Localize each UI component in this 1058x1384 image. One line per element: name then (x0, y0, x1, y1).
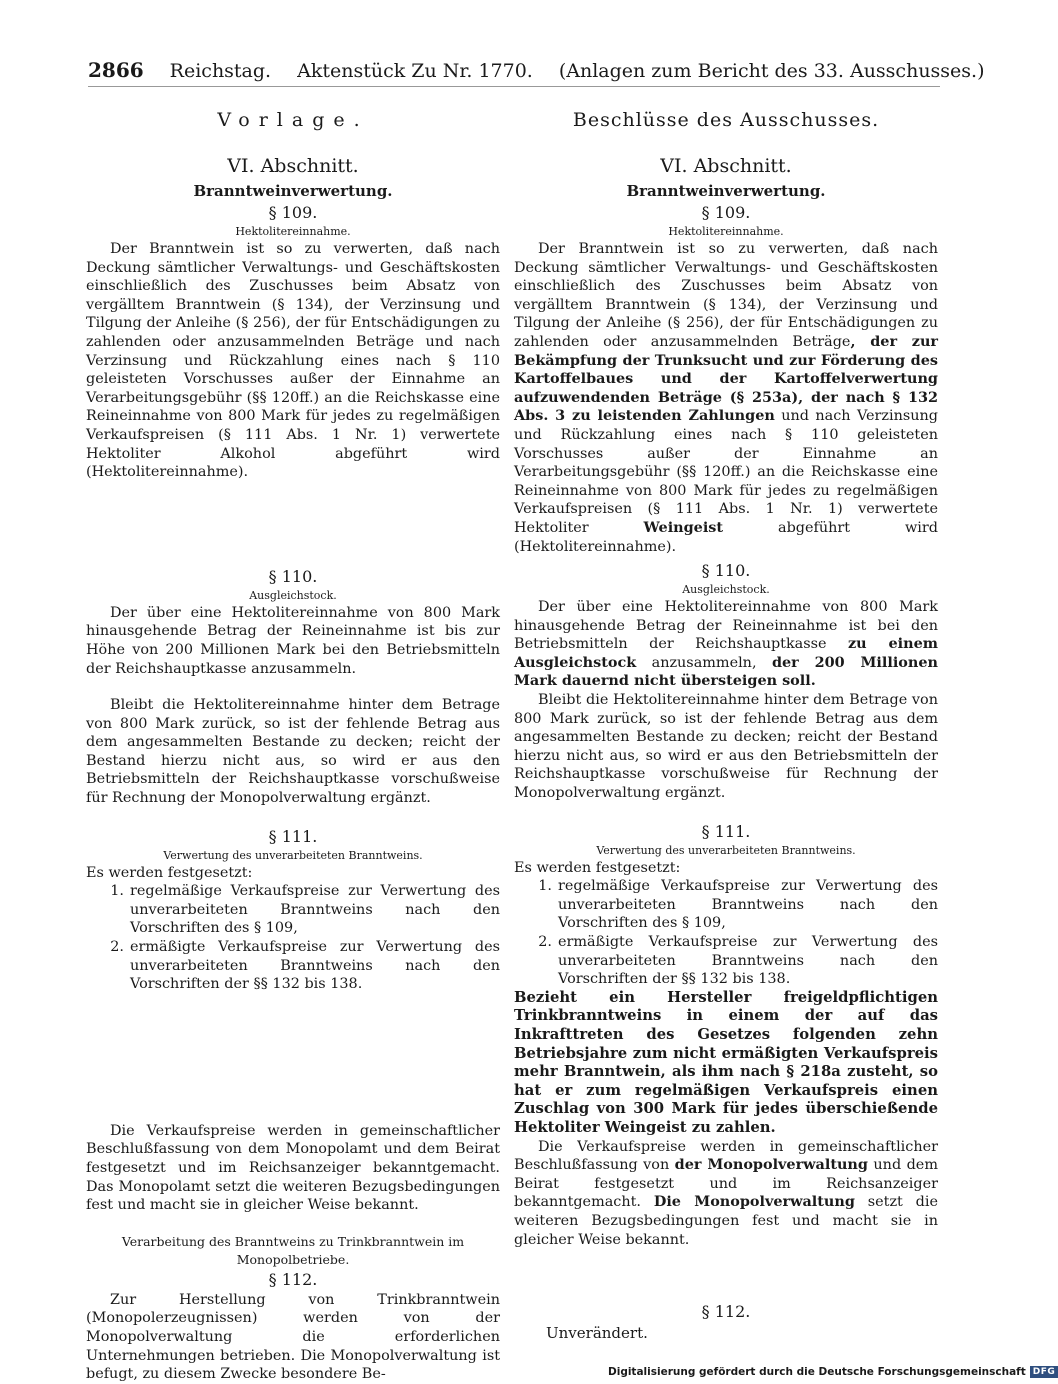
amended-text: der Monopolverwaltung (674, 1156, 868, 1174)
dfg-logo: DFG (1030, 1366, 1058, 1378)
left-column (86, 104, 500, 1384)
list-item: 1. regelmäßige Verkaufspreise zur Verwertung des unverarbeiteten Branntweins nach den Vorschriften des § 109, (110, 883, 500, 937)
amended-text: der 200 Millionen Mark dauernd nicht übersteigen soll. (514, 653, 938, 690)
paragraph-caption-110: Ausgleichstock. (249, 588, 337, 602)
paragraph-111-intro: Es werden festgesetzt: (514, 859, 681, 876)
digitization-credit-text: Digitalisierung gefördert durch die Deutsche Forschungsgemeinschaft (608, 1366, 1026, 1378)
paragraph-caption-111: Verwertung des unverarbeiteten Branntweins. (596, 843, 856, 857)
paragraph-text-109: Der Branntwein ist so zu verwerten, daß nach Deckung sämtlicher Verwaltungs- und Geschäftskosten einschließlich des Zuschusses beim Absatz von vergälltem Branntwein (§ 134), der Verzinsung und Tilgung der Anleihe (§ 256), der für Entschädigungen zu zahlenden oder anzusammelnden Beträge und nach Verzinsung und Rückzahlung eines nach § 110 geleisteten Vorschusses außer der Einnahme an Verarbeitungsgebühr (§§ 120ff.) an die Reichskasse eine Reineinnahme von 800 Mark für jedes zu regelmäßigen Verkaufspreisen (§ 111 Abs. 1 Nr. 1) verwertete Hektoliter Alkohol abgeführt wird (Hektolitereinnahme). (86, 241, 500, 481)
paragraph-caption-109: Hektolitereinnahme. (668, 225, 784, 238)
section-subheading: Branntweinverwertung. (626, 182, 826, 200)
digitization-credit (608, 1366, 1058, 1378)
paragraph-111-list (514, 877, 938, 989)
right-column (514, 104, 938, 1343)
amended-text: , der zur Bekämpfung der Trunksucht und zur Förderung des Kartoffelbaues und der Kartoffelverwertung aufzuwendenden Beträge (§ 253a), der nach § 132 Abs. 3 zu leistenden Zahlungen (514, 332, 938, 425)
paragraph-text-110-a: Der über eine Hektolitereinnahme von 800 Mark hinausgehende Betrag der Reineinnahme ist bei den Betriebsmitteln der Reichshauptkasse zu einem Ausgleichstock anzusammeln, der 200 Millionen Mark dauernd nicht übersteigen soll. (514, 599, 938, 690)
list-item: 2. ermäßigte Verkaufspreise zur Verwertung des unverarbeiteten Branntweins nach den Vorschriften der §§ 132 bis 138. (538, 934, 938, 988)
paragraph-111-list (86, 882, 500, 994)
paragraph-text-112: Unverändert. (546, 1324, 648, 1343)
right-column-title: Beschlüsse des Ausschusses. (572, 109, 880, 131)
paragraph-text-110-a: Der über eine Hektolitereinnahme von 800 Mark hinausgehende Betrag der Reineinnahme ist bis zur Höhe von 200 Millionen Mark bei den Betriebsmitteln der Reichshauptkasse anzusammeln. (86, 604, 500, 677)
paragraph-number-109: § 109. (268, 203, 318, 222)
page-number: 2866 (88, 58, 144, 82)
header-subtitle: (Anlagen zum Bericht des 33. Ausschusses.) (558, 60, 985, 82)
amended-text: Die Monopolverwaltung (653, 1193, 855, 1211)
section-heading: VI. Abschnitt. (227, 155, 359, 177)
list-item: 1. regelmäßige Verkaufspreise zur Verwertung des unverarbeiteten Branntweins nach den Vorschriften des § 109, (538, 878, 938, 932)
paragraph-text-109: Der Branntwein ist so zu verwerten, daß nach Deckung sämtlicher Verwaltungs- und Geschäftskosten einschließlich des Zuschusses beim Absatz von vergälltem Branntwein (§ 134), der Verzinsung und Tilgung der Anleihe (§ 256), der für Entschädigungen zu zahlenden oder anzusammelnden Beträge, der zur Bekämpfung der Trunksucht und zur Förderung des Kartoffelbaues und der Kartoffelverwertung aufzuwendenden Beträge (§ 253a), der nach § 132 Abs. 3 zu leistenden Zahlungen und nach Verzinsung und Rückzahlung eines nach § 110 geleisteten Vorschusses außer der Einnahme an Verarbeitungsgebühr (§§ 120ff.) an die Reichskasse eine Reineinnahme von 800 Mark für jedes zu regelmäßigen Verkaufspreisen (§ 111 Abs. 1 Nr. 1) verwertete Hektoliter Weingeist abgeführt wird (Hektolitereinnahme). (514, 241, 938, 555)
paragraph-number-109: § 109. (701, 203, 751, 222)
paragraph-caption-110: Ausgleichstock. (682, 583, 770, 597)
section-subheading: Branntweinverwertung. (193, 182, 393, 200)
left-column-title: Vorlage. (217, 109, 369, 131)
paragraph-111-intro: Es werden festgesetzt: (86, 864, 253, 881)
paragraph-number-112: § 112. (701, 1302, 751, 1322)
page-header (88, 58, 985, 87)
amended-text: zu einem Ausgleichstock (514, 635, 938, 671)
publication-name: Reichstag. (169, 60, 272, 82)
amended-text: Weingeist (643, 518, 724, 536)
section-heading: VI. Abschnitt. (660, 155, 792, 177)
paragraph-number-110: § 110. (268, 566, 318, 586)
paragraph-caption-109: Hektolitereinnahme. (235, 225, 351, 238)
paragraph-caption-112: Verarbeitung des Branntweins zu Trinkbranntwein im Monopolbetriebe. (121, 1233, 465, 1267)
paragraph-number-112: § 112. (268, 1269, 318, 1289)
paragraph-text-111-b: Die Verkaufspreise werden in gemeinschaftlicher Beschlußfassung von dem Monopolamt und dem Beirat festgesetzt und im Reichsanzeiger bekanntgemacht. Das Monopolamt setzt die weiteren Bezugsbedingungen fest und macht sie in gleicher Weise bekannt. (86, 1122, 500, 1214)
paragraph-text-110-b: Bleibt die Hektolitereinnahme hinter dem Betrage von 800 Mark zurück, so ist der fehlende Betrag aus dem angesammelten Bestande zu decken; reicht der Bestand hierzu nicht aus, so wird er aus den Betriebsmitteln der Reichshauptkasse vorschußweise für Rechnung der Monopolverwaltung ergänzt. (514, 692, 938, 802)
paragraph-caption-111: Verwertung des unverarbeiteten Branntweins. (163, 848, 423, 862)
paragraph-text-111-b: Die Verkaufspreise werden in gemeinschaftlicher Beschlußfassung von der Monopolverwaltung und dem Beirat festgesetzt und im Reichsanzeiger bekanntgemacht. Die Monopolverwaltung setzt die weiteren Bezugsbedingungen fest und macht sie in gleicher Weise bekannt. (514, 1138, 938, 1248)
paragraph-text-110-b: Bleibt die Hektolitereinnahme hinter dem Betrage von 800 Mark zurück, so ist der fehlende Betrag aus dem angesammelten Bestande zu decken; reicht der Bestand hierzu nicht aus, so wird er aus den Betriebsmitteln der Reichshauptkasse vorschußweise für Rechnung der Monopolverwaltung ergänzt. (86, 697, 500, 807)
paragraph-number-110: § 110. (701, 561, 751, 581)
paragraph-111-amendment: Bezieht ein Hersteller freigeldpflichtigen Trinkbranntweins in einem der auf das Inkrafttreten des Gesetzes folgenden zehn Betriebsjahre zum nicht ermäßigten Verkaufspreis mehr Branntwein, als ihm nach § 218a zusteht, so hat er zum regelmäßigen Verkaufspreis einen Zuschlag von 300 Mark für jedes überschießende Hektoliter Weingeist zu zahlen. (514, 988, 938, 1136)
paragraph-number-111: § 111. (268, 826, 318, 846)
list-item: 2. ermäßigte Verkaufspreise zur Verwertung des unverarbeiteten Branntweins nach den Vorschriften der §§ 132 bis 138. (110, 939, 500, 993)
paragraph-number-111: § 111. (701, 821, 751, 841)
paragraph-text-112: Zur Herstellung von Trinkbranntwein (Monopolerzeugnissen) werden von der Monopolverwaltung die erforderlichen Unternehmungen betrieben. Die Monopolverwaltung ist befugt, zu diesem Zwecke besondere Be- (86, 1291, 500, 1383)
document-reference: Aktenstück Zu Nr. 1770. (297, 60, 533, 82)
